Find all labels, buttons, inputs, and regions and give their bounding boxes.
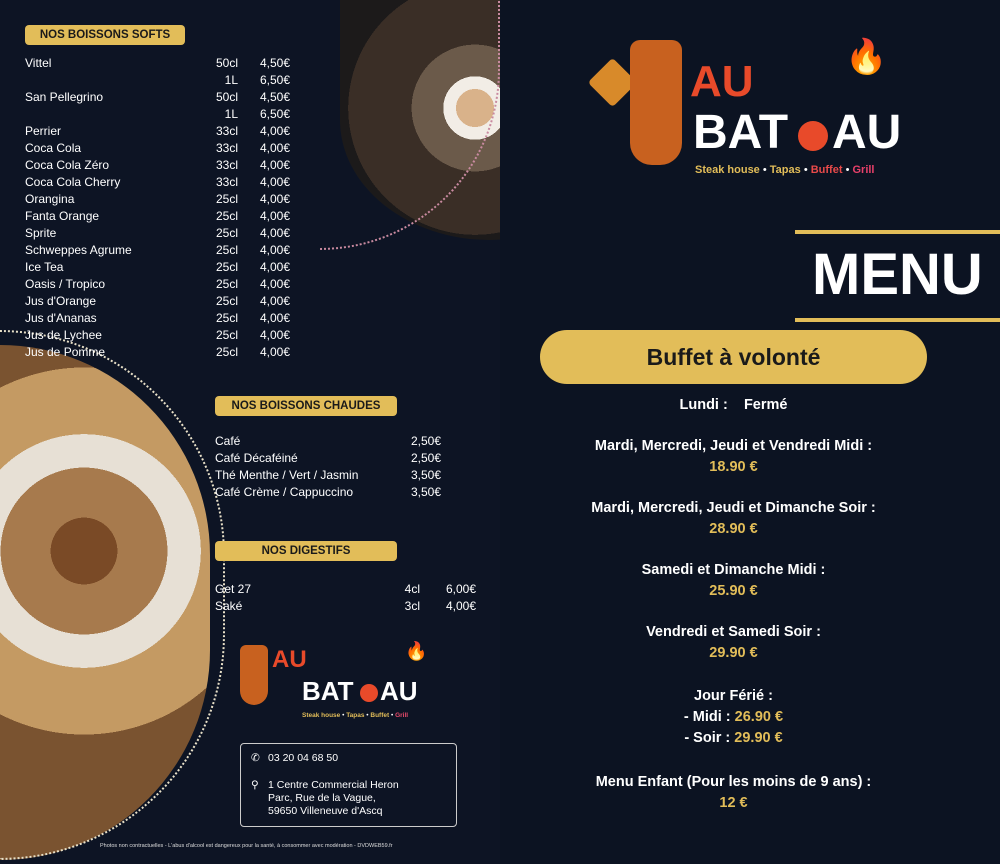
drink-row	[25, 89, 290, 106]
drink-price: 6,00€	[445, 582, 476, 596]
drink-name: Perrier	[25, 124, 62, 138]
logo-eau: AU	[832, 106, 902, 159]
drink-row	[25, 106, 290, 123]
drink-row	[215, 484, 441, 501]
fire-icon: 🔥	[845, 38, 888, 76]
logo-tag: Buffet	[370, 712, 390, 719]
phone-number: 03 20 04 68 50	[268, 752, 339, 764]
drink-name: Jus d'Orange	[25, 294, 96, 308]
address-line: 59650 Villeneuve d'Ascq	[268, 805, 383, 817]
drink-name: Oasis / Tropico	[25, 277, 106, 291]
drink-size: 33cl	[215, 141, 238, 155]
drink-name: Jus de Pomme	[25, 345, 106, 359]
drink-name: San Pellegrino	[25, 90, 104, 104]
schedule-label: Vendredi et Samedi Soir :	[646, 624, 821, 640]
schedule-label: Mardi, Mercredi, Jeudi et Vendredi Midi :	[594, 438, 873, 454]
drink-price: 4,00€	[259, 277, 290, 291]
drink-name: Coca Cola	[25, 141, 82, 155]
drink-row	[25, 276, 290, 293]
schedule-price: 18.90 €	[709, 459, 758, 475]
logo-eau: AU	[380, 676, 418, 706]
logo-tag: Steak house	[302, 712, 341, 719]
drink-name: Vittel	[25, 56, 52, 70]
schedule-price: 29.90 €	[709, 645, 758, 661]
buffet-heading: Buffet à volonté	[540, 330, 927, 384]
drink-price: 3,50€	[410, 485, 441, 499]
drink-name: Café Décaféiné	[215, 451, 298, 465]
drink-size: 33cl	[215, 124, 238, 138]
drink-row	[25, 55, 290, 72]
drink-name: Get 27	[215, 582, 252, 596]
drink-name: Jus d'Ananas	[25, 311, 97, 325]
drink-name: Schweppes Agrume	[25, 243, 132, 257]
kids-menu-label: Menu Enfant (Pour les moins de 9 ans) :	[595, 774, 872, 790]
drink-size: 3cl	[404, 599, 420, 613]
digestifs-heading: NOS DIGESTIFS	[215, 541, 397, 561]
drink-size: 25cl	[215, 192, 238, 206]
drink-row	[25, 327, 290, 344]
drink-price: 4,00€	[259, 209, 290, 223]
holiday-soir-label: - Soir :	[684, 730, 731, 746]
drink-size: 33cl	[215, 175, 238, 189]
drink-row	[215, 450, 441, 467]
drink-size: 25cl	[215, 294, 238, 308]
fire-icon: 🔥	[405, 641, 428, 661]
drink-price: 4,50€	[259, 90, 290, 104]
kids-block	[510, 772, 957, 814]
drink-size: 25cl	[215, 277, 238, 291]
drink-size: 33cl	[215, 158, 238, 172]
drink-row	[25, 259, 290, 276]
logo-tag: Steak house	[695, 164, 760, 176]
drink-price: 4,00€	[259, 124, 290, 138]
drink-row	[25, 225, 290, 242]
phone-icon: ✆	[251, 752, 260, 764]
logo-tag: Tapas	[346, 712, 365, 719]
drink-row	[215, 467, 441, 484]
drink-price: 4,00€	[259, 158, 290, 172]
drink-price: 4,00€	[259, 294, 290, 308]
drink-price: 4,00€	[259, 243, 290, 257]
drink-size: 25cl	[215, 311, 238, 325]
holiday-label: Jour Férié :	[694, 688, 773, 704]
drink-row	[25, 293, 290, 310]
drink-size: 25cl	[215, 345, 238, 359]
drink-name: Café Crème / Cappuccino	[215, 485, 354, 499]
holiday-soir-price: 29.90 €	[734, 730, 783, 746]
drink-price: 2,50€	[410, 434, 441, 448]
drink-name: Coca Cola Zéro	[25, 158, 110, 172]
drink-price: 4,00€	[259, 328, 290, 342]
dotted-arc	[0, 330, 225, 860]
closed-value: Fermé	[743, 397, 788, 413]
drink-price: 4,00€	[259, 175, 290, 189]
schedule-price: 28.90 €	[709, 521, 758, 537]
drink-price: 4,00€	[259, 226, 290, 240]
drink-size: 4cl	[404, 582, 420, 596]
drink-row	[25, 242, 290, 259]
drink-size: 25cl	[215, 328, 238, 342]
closed-line	[540, 395, 927, 416]
drink-row	[25, 208, 290, 225]
schedule-price: 25.90 €	[709, 583, 758, 599]
bull-icon	[630, 40, 682, 165]
drink-price: 6,50€	[259, 107, 290, 121]
schedule-item	[540, 622, 927, 664]
drink-size: 25cl	[215, 260, 238, 274]
drink-row	[25, 72, 290, 89]
drink-row	[215, 433, 441, 450]
drink-price: 3,50€	[410, 468, 441, 482]
drink-size: 25cl	[215, 209, 238, 223]
drink-name: Coca Cola Cherry	[25, 175, 121, 189]
logo-bat: BAT	[302, 676, 354, 706]
schedule-item	[540, 436, 927, 478]
fish-icon	[360, 684, 378, 702]
drink-price: 4,00€	[259, 260, 290, 274]
drink-row	[25, 344, 290, 361]
drink-price: 4,00€	[259, 311, 290, 325]
drink-row	[25, 140, 290, 157]
drink-size: 50cl	[215, 90, 238, 104]
address-line: 1 Centre Commercial Heron	[268, 779, 399, 791]
drink-price: 4,00€	[259, 345, 290, 359]
divider	[795, 230, 1000, 234]
logo-au: AU	[690, 57, 754, 106]
drink-name: Orangina	[25, 192, 75, 206]
drink-size: 1L	[224, 107, 238, 121]
schedule-label: Mardi, Mercredi, Jeudi et Dimanche Soir :	[591, 500, 876, 516]
kids-menu-price: 12 €	[719, 795, 748, 811]
drink-row	[25, 174, 290, 191]
fish-icon	[798, 121, 828, 151]
drink-name: Thé Menthe / Vert / Jasmin	[215, 468, 359, 482]
drink-name: Saké	[215, 599, 243, 613]
logo-small: AU BAT AU 🔥 Steak house • Tapas • Buffet • Grill	[240, 640, 440, 725]
drink-size: 50cl	[215, 56, 238, 70]
drink-price: 4,50€	[259, 56, 290, 70]
drink-row	[215, 598, 476, 615]
address-line: Parc, Rue de la Vague,	[268, 792, 376, 804]
drink-row	[25, 123, 290, 140]
bull-icon	[240, 645, 268, 705]
drink-row	[215, 581, 476, 598]
schedule-item	[540, 498, 927, 540]
drink-price: 6,50€	[259, 73, 290, 87]
logo-au: AU	[272, 646, 307, 673]
drink-price: 2,50€	[410, 451, 441, 465]
holiday-midi-price: 26.90 €	[734, 709, 784, 725]
drink-size: 25cl	[215, 243, 238, 257]
drink-row	[25, 310, 290, 327]
schedule-label: Samedi et Dimanche Midi :	[641, 562, 826, 578]
location-icon: ⚲	[251, 779, 259, 791]
logo-tag: Grill	[395, 712, 409, 719]
closed-day: Lundi :	[679, 397, 728, 413]
schedule-item	[540, 560, 927, 602]
logo-tag: Grill	[852, 164, 875, 176]
logo-tag: Tapas	[769, 164, 801, 176]
logo-large: AU BAT AU 🔥 Steak house • Tapas • Buffet • Grill	[590, 35, 920, 185]
holiday-midi-label: - Midi :	[683, 709, 731, 725]
drink-price: 4,00€	[445, 599, 476, 613]
drink-size: 1L	[224, 73, 238, 87]
drink-name: Sprite	[25, 226, 57, 240]
drink-size: 25cl	[215, 226, 238, 240]
logo-tag: Buffet	[810, 164, 843, 176]
disclaimer: Photos non contractuelles - L'abus d'alcool est dangereux pour la santé, à consommer avec modération - DVDWEB59.fr	[100, 843, 393, 849]
softs-heading: NOS BOISSONS SOFTS	[25, 25, 185, 45]
logo-bat: BAT	[693, 106, 789, 159]
contact-box	[240, 743, 457, 827]
hot-drinks-heading: NOS BOISSONS CHAUDES	[215, 396, 397, 416]
drink-name: Fanta Orange	[25, 209, 100, 223]
drink-row	[25, 191, 290, 208]
drink-price: 4,00€	[259, 192, 290, 206]
holiday-block	[540, 686, 927, 749]
drink-price: 4,00€	[259, 141, 290, 155]
drink-name: Ice Tea	[25, 260, 64, 274]
divider	[795, 318, 1000, 322]
menu-title: MENU	[812, 242, 983, 307]
drink-row	[25, 157, 290, 174]
drink-name: Café	[215, 434, 241, 448]
drink-name: Jus de Lychee	[25, 328, 102, 342]
